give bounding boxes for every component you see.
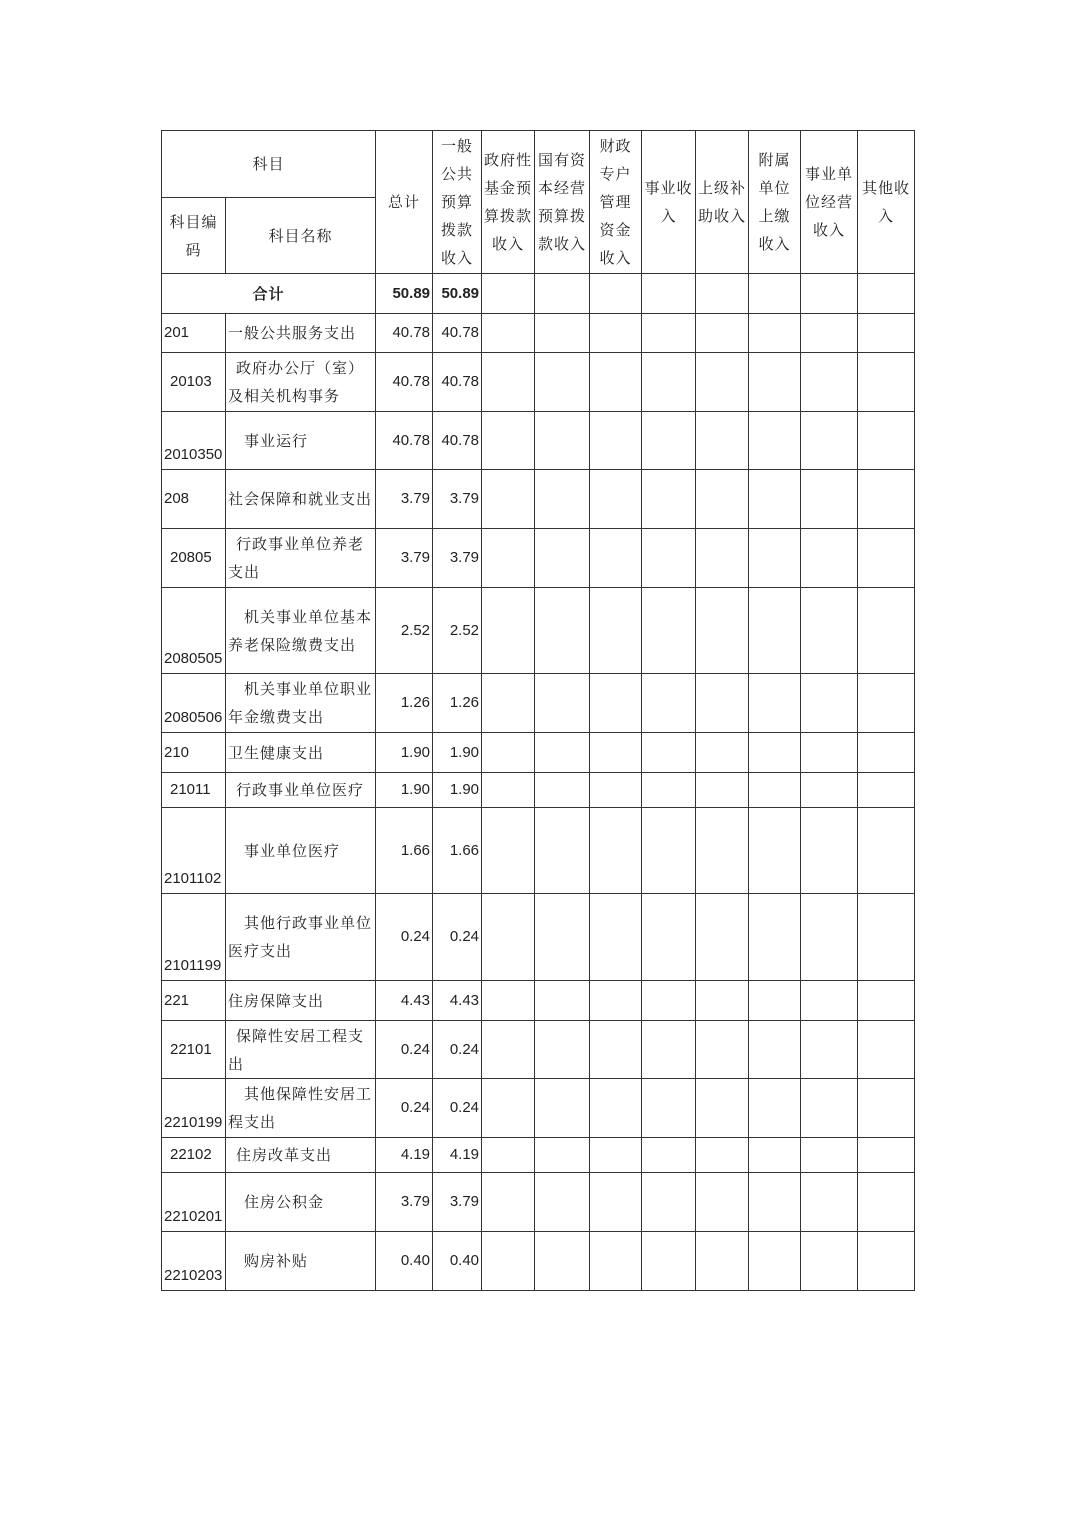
header-affiliated-turnover: 附属单位上缴收入 [749,131,801,274]
row-code: 2010350 [162,412,226,470]
row-name: 其他保障性安居工程支出 [226,1079,376,1138]
header-other-income: 其他收入 [858,131,915,274]
row-name: 一般公共服务支出 [226,314,376,353]
table-row [162,894,915,981]
table-row [162,674,915,733]
row-general: 1.90 [433,733,482,773]
table-row [162,1138,915,1173]
header-fiscal-special: 财政专户管理资金收入 [590,131,642,274]
budget-income-table [161,130,915,1291]
header-state-capital: 国有资本经营预算拨款收入 [535,131,590,274]
header-business-income: 事业收入 [642,131,696,274]
row-code: 208 [162,470,226,529]
row-general: 0.24 [433,894,482,981]
table-row-total [162,274,915,314]
row-total: 40.78 [376,314,433,353]
row-name: 购房补贴 [226,1232,376,1291]
row-name: 住房保障支出 [226,981,376,1021]
total-label: 合计 [162,274,376,314]
row-general: 40.78 [433,314,482,353]
row-general: 3.79 [433,529,482,588]
row-general: 1.66 [433,808,482,894]
table-row [162,773,915,808]
row-general: 3.79 [433,1173,482,1232]
row-code: 210 [162,733,226,773]
row-general: 1.26 [433,674,482,733]
table-row [162,588,915,674]
row-code: 201 [162,314,226,353]
row-name: 事业运行 [226,412,376,470]
row-total: 40.78 [376,353,433,412]
row-total: 3.79 [376,1173,433,1232]
header-superior-subsidy: 上级补助收入 [696,131,749,274]
row-general: 40.78 [433,353,482,412]
row-code: 20103 [162,353,226,412]
row-general: 3.79 [433,470,482,529]
row-name: 行政事业单位医疗 [226,773,376,808]
row-code: 2080506 [162,674,226,733]
row-code: 2080505 [162,588,226,674]
row-general: 40.78 [433,412,482,470]
header-gov-fund: 政府性基金预算拨款收入 [482,131,535,274]
row-total: 3.79 [376,470,433,529]
row-name: 住房改革支出 [226,1138,376,1173]
header-total: 总计 [376,131,433,274]
row-general: 4.19 [433,1138,482,1173]
row-total: 4.19 [376,1138,433,1173]
header-general-budget: 一般公共预算拨款收入 [433,131,482,274]
row-general: 0.24 [433,1021,482,1079]
table-row [162,314,915,353]
row-total: 1.66 [376,808,433,894]
row-name: 住房公积金 [226,1173,376,1232]
table-row [162,412,915,470]
table-row [162,808,915,894]
row-total: 40.78 [376,412,433,470]
total-general: 50.89 [433,274,482,314]
table-row [162,733,915,773]
row-total: 0.40 [376,1232,433,1291]
row-code: 22101 [162,1021,226,1079]
row-total: 1.90 [376,773,433,808]
row-total: 1.90 [376,733,433,773]
row-code: 2101199 [162,894,226,981]
row-name: 机关事业单位基本养老保险缴费支出 [226,588,376,674]
row-name: 政府办公厅（室）及相关机构事务 [226,353,376,412]
table-row [162,1021,915,1079]
row-code: 2210201 [162,1173,226,1232]
row-code: 22102 [162,1138,226,1173]
row-general: 4.43 [433,981,482,1021]
row-total: 0.24 [376,1021,433,1079]
row-general: 1.90 [433,773,482,808]
row-general: 2.52 [433,588,482,674]
table-row [162,1173,915,1232]
header-kemu-code: 科目编码 [162,198,226,274]
row-code: 2210199 [162,1079,226,1138]
row-total: 0.24 [376,894,433,981]
header-business-operation: 事业单位经营收入 [801,131,858,274]
header-kemu: 科目 [162,131,376,198]
table-row [162,981,915,1021]
row-code: 21011 [162,773,226,808]
row-total: 1.26 [376,674,433,733]
table-row [162,529,915,588]
row-name: 其他行政事业单位医疗支出 [226,894,376,981]
row-total: 0.24 [376,1079,433,1138]
row-name: 机关事业单位职业年金缴费支出 [226,674,376,733]
row-general: 0.40 [433,1232,482,1291]
header-kemu-name: 科目名称 [226,198,376,274]
table-row [162,353,915,412]
table-row [162,1079,915,1138]
row-name: 事业单位医疗 [226,808,376,894]
row-total: 3.79 [376,529,433,588]
row-code: 221 [162,981,226,1021]
row-general: 0.24 [433,1079,482,1138]
row-code: 2210203 [162,1232,226,1291]
row-name: 行政事业单位养老支出 [226,529,376,588]
row-code: 2101102 [162,808,226,894]
row-total: 4.43 [376,981,433,1021]
row-total: 2.52 [376,588,433,674]
row-code: 20805 [162,529,226,588]
row-name: 社会保障和就业支出 [226,470,376,529]
table-row [162,470,915,529]
table-row [162,1232,915,1291]
row-name: 保障性安居工程支出 [226,1021,376,1079]
total-sum: 50.89 [376,274,433,314]
row-name: 卫生健康支出 [226,733,376,773]
